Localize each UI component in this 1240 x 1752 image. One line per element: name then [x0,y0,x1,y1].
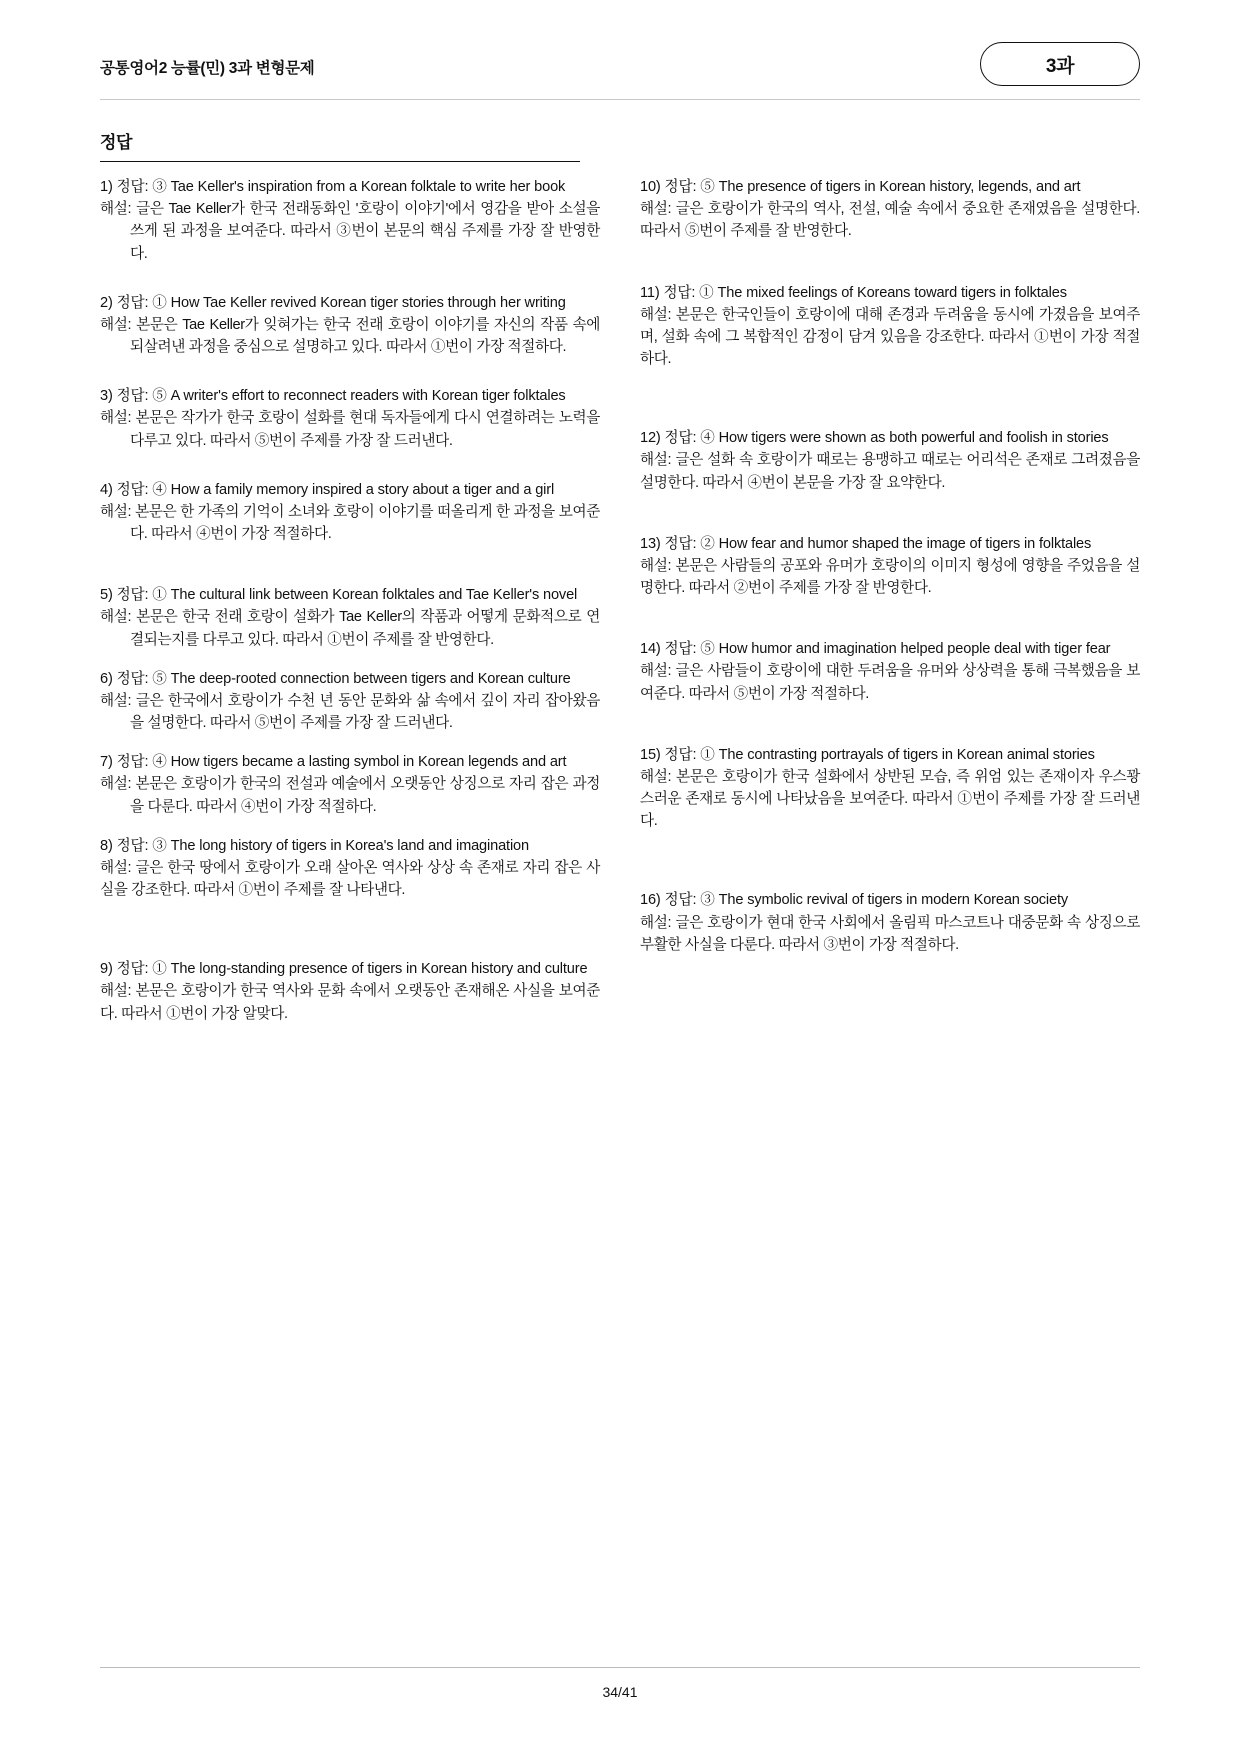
answer-text: 12) 정답: ④ How tigers were shown as both powerful and foolish in stories [640,430,1109,447]
answer-entry [100,176,600,265]
answer-entry [100,385,600,452]
answer-text: 9) 정답: ① The long-standing presence of tigers in Korean history and culture [100,961,588,978]
answer-text: 13) 정답: ② How fear and humor shaped the image of tigers in folktales [640,535,1092,552]
spacer [100,469,600,479]
answer-text: 1) 정답: ③ Tae Keller's inspiration from a Korean folktale to write her book [100,179,566,195]
answer-text: 11) 정답: ① The mixed feelings of Koreans toward tigers in folktales [640,284,1067,301]
spacer [640,722,1140,744]
answer-text: 4) 정답: ④ How a family memory inspired a story about a tiger and a girl [100,481,555,498]
explanation-text: 해설: 본문은 호랑이가 한국 역사와 문화 속에서 오랫동안 존재해온 사실을 보여준다. 따라서 ①번이 가장 알맞다. [100,983,600,1022]
spacer [640,260,1140,282]
footer-divider [100,1667,1140,1668]
spacer [100,375,600,385]
explanation-text: 해설: 본문은 Tae Keller가 잊혀가는 한국 전래 호랑이 이야기를 자신의 작품 속에 되살려낸 과정을 중심으로 설명하고 있다. 따라서 ①번이 가장 적절하다. [100,316,600,356]
spacer [100,562,600,584]
answer-entry [640,744,1140,833]
explanation-text: 해설: 본문은 한국 전래 호랑이 설화가 Tae Keller의 작품과 어떻게 문화적으로 연결되는지를 다루고 있다. 따라서 ①번이 주제를 잘 반영한다. [100,609,600,648]
explanation-text: 해설: 글은 설화 속 호랑이가 때로는 용맹하고 때로는 어리석은 존재로 그려졌음을 설명한다. 따라서 ④번이 본문을 가장 잘 요약한다. [640,452,1140,491]
answer-entry [100,958,600,1025]
answer-text: 2) 정답: ① How Tae Keller revived Korean tiger stories through her writing [100,294,566,311]
answer-entry [100,668,600,735]
explanation-text: 해설: 본문은 사람들의 공포와 유머가 호랑이의 이미지 형성에 영향을 주었음을 설명한다. 따라서 ②번이 주제를 가장 잘 반영한다. [640,557,1140,597]
answer-entry [100,479,600,546]
document-title: 공통영어2 능률(민) 3과 변형문제 [100,60,315,77]
page-number: 34/41 [602,1684,638,1700]
page-header [100,0,1140,100]
explanation-text: 해설: 글은 호랑이가 한국의 역사, 전설, 예술 속에서 중요한 존재였음을 설명한다. 따라서 ⑤번이 주제를 잘 반영한다. [640,201,1140,240]
chapter-badge: 3과 [980,42,1140,86]
answer-entry [640,282,1140,371]
answer-text: 16) 정답: ③ The symbolic revival of tigers in modern Korean society [640,892,1069,909]
answer-entry [100,751,600,818]
explanation-text: 해설: 글은 Tae Keller가 한국 전래동화인 '호랑이 이야기'에서 영감을 받아 소설을 쓰게 된 과정을 보여준다. 따라서 ③번이 본문의 핵심 주제를 가장 잘 반영한다. [100,201,600,262]
section-divider [100,161,580,162]
answer-entry [100,292,600,359]
answer-text: 7) 정답: ④ How tigers became a lasting symbol in Korean legends and art [100,754,567,771]
explanation-text: 해설: 글은 호랑이가 현대 한국 사회에서 올림픽 마스코트나 대중문화 속 상징으로 부활한 사실을 다룬다. 따라서 ③번이 가장 적절하다. [640,914,1140,953]
right-column [640,176,1140,973]
answer-entry [640,427,1140,494]
header-divider [100,99,1140,100]
explanation-text: 해설: 글은 사람들이 호랑이에 대한 두려움을 유머와 상상력을 통해 극복했음을 보여준다. 따라서 ⑤번이 가장 적절하다. [640,663,1140,702]
explanation-text: 해설: 본문은 호랑이가 한국의 전설과 예술에서 오랫동안 상징으로 자리 잡은 과정을 다룬다. 따라서 ④번이 가장 적절하다. [100,776,600,815]
answer-text: 6) 정답: ⑤ The deep-rooted connection between tigers and Korean culture [100,670,571,687]
answer-entry [100,835,600,902]
section-heading: 정답 [100,133,133,152]
answer-entry [100,584,600,651]
spacer [640,387,1140,427]
explanation-text: 해설: 본문은 작가가 한국 호랑이 설화를 현대 독자들에게 다시 연결하려는 노력을 다루고 있다. 따라서 ⑤번이 주제를 가장 잘 드러낸다. [100,410,600,449]
answer-entry [640,533,1140,600]
page-footer [100,1667,1140,1700]
explanation-text: 해설: 본문은 한국인들이 호랑이에 대해 존경과 두려움을 동시에 가졌음을 보여주며, 설화 속에 그 복합적인 감정이 담겨 있음을 강조한다. 따라서 ①번이 가장 적절하다. [640,306,1140,368]
spacer [640,511,1140,533]
answer-text: 5) 정답: ① The cultural link between Korean folktales and Tae Keller's novel [100,587,578,604]
answer-text: 15) 정답: ① The contrasting portrayals of tigers in Korean animal stories [640,746,1095,763]
answer-text: 14) 정답: ⑤ How humor and imagination helped people deal with tiger fear [640,641,1111,658]
explanation-text: 해설: 글은 한국에서 호랑이가 수천 년 동안 문화와 삶 속에서 깊이 자리 잡아왔음을 설명한다. 따라서 ⑤번이 주제를 가장 잘 드러낸다. [100,692,600,732]
left-column [100,176,600,1042]
spacer [100,282,600,292]
spacer [100,918,600,958]
answer-columns [100,176,1140,1042]
spacer [640,616,1140,638]
explanation-text: 해설: 글은 한국 땅에서 호랑이가 오래 살아온 역사와 상상 속 존재로 자리 잡은 사실을 강조한다. 따라서 ①번이 주제를 잘 나타낸다. [100,859,600,899]
answer-text: 3) 정답: ⑤ A writer's effort to reconnect readers with Korean tiger folktales [100,388,566,405]
answer-entry [640,638,1140,705]
explanation-text: 해설: 본문은 한 가족의 기억이 소녀와 호랑이 이야기를 떠올리게 한 과정을 보여준다. 따라서 ④번이 가장 적절하다. [100,503,600,543]
answer-entry [640,176,1140,243]
spacer [640,849,1140,889]
answer-text: 8) 정답: ③ The long history of tigers in Korea's land and imagination [100,837,529,854]
answer-entry [640,889,1140,956]
answer-text: 10) 정답: ⑤ The presence of tigers in Korean history, legends, and art [640,179,1081,195]
explanation-text: 해설: 본문은 호랑이가 한국 설화에서 상반된 모습, 즉 위엄 있는 존재이자 우스꽝스러운 존재로 동시에 나타났음을 보여준다. 따라서 ①번이 주제를 가장 잘 드러낸다. [640,768,1140,830]
